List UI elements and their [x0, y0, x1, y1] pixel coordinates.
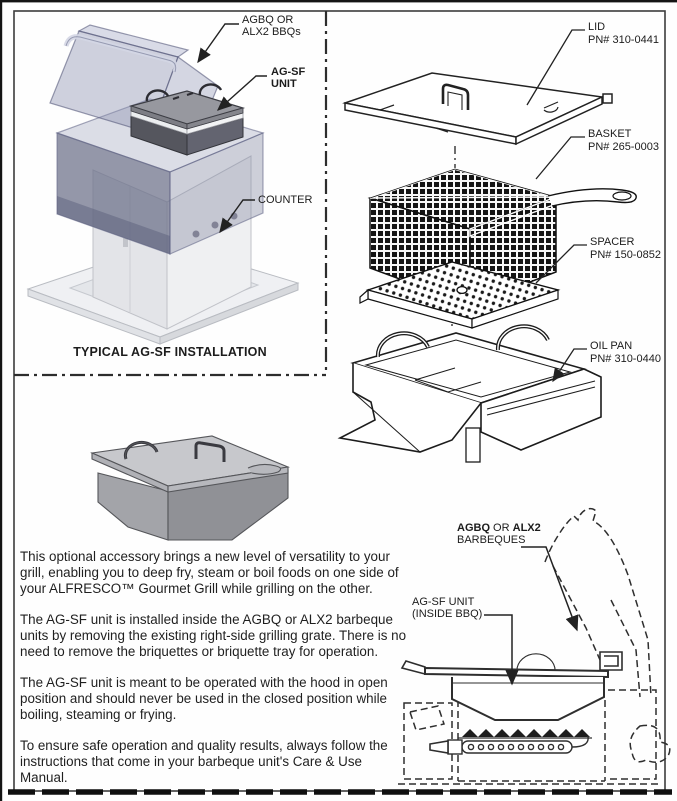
label-bbq-models-line1: AGBQ OR	[242, 14, 294, 26]
installation-caption: TYPICAL AG-SF INSTALLATION	[73, 345, 267, 359]
part-label-oil-pan	[590, 340, 661, 365]
part-number: PN# 310-0440	[590, 352, 661, 365]
label-agsf-unit-line1: AG-SF	[271, 66, 306, 78]
part-name: SPACER	[590, 236, 635, 248]
part-number: PN# 265-0003	[588, 140, 659, 153]
label-or: OR	[490, 522, 513, 534]
label-agbq: AGBQ	[457, 522, 490, 534]
grill-installation-drawing	[28, 25, 298, 344]
label-bbq-diagram-line1	[457, 522, 541, 534]
label-bbq-diagram-models	[457, 522, 541, 546]
part-label-basket	[588, 128, 659, 153]
label-bbq-models-line2: ALX2 BBQs	[242, 26, 301, 38]
bbq-cross-section-drawing	[398, 509, 670, 784]
part-name: LID	[588, 21, 606, 33]
label-bbq-models	[242, 14, 301, 38]
part-number: PN# 310-0441	[588, 33, 659, 46]
label-agsf-inside-line1: AG-SF UNIT	[412, 596, 475, 608]
paragraph-installation: The AG-SF unit is installed inside the AGBQ or ALX2 barbeque units by removing the existing right-side grilling grate. There is no need to remove the briquettes or briquette tray for operation.	[20, 612, 407, 659]
label-bbq-diagram-line2: BARBEQUES	[457, 534, 526, 546]
label-agsf-unit-line2: UNIT	[271, 78, 297, 90]
label-counter: COUNTER	[258, 194, 313, 206]
part-label-lid	[588, 21, 659, 46]
paragraph-versatility: This optional accessory brings a new level of versatility to your grill, enabling you to deep fry, steam or boil foods on one side of your ALFRESCO™ Gourmet Grill while grilling on the other.	[20, 549, 399, 596]
assembled-unit-drawing	[92, 436, 288, 540]
paragraph-hood-open: The AG-SF unit is meant to be operated with the hood in open position and should never be used in the closed position while boiling, steaming or frying.	[20, 675, 388, 722]
paragraph-safety: To ensure safe operation and quality results, always follow the instructions that come in your barbeque unit's Care & Use Manual.	[20, 738, 388, 785]
part-number: PN# 150-0852	[590, 248, 661, 261]
body-text	[20, 549, 408, 801]
part-name: OIL PAN	[590, 340, 633, 352]
label-agsf-inside-bbq	[412, 596, 482, 620]
label-alx2: ALX2	[512, 522, 541, 534]
part-label-spacer	[590, 236, 661, 261]
label-agsf-inside-line2: (INSIDE BBQ)	[412, 608, 483, 620]
lid-drawing	[345, 73, 612, 144]
oil-pan-drawing	[340, 326, 601, 462]
label-agsf-unit	[271, 66, 305, 90]
part-name: BASKET	[588, 128, 632, 140]
